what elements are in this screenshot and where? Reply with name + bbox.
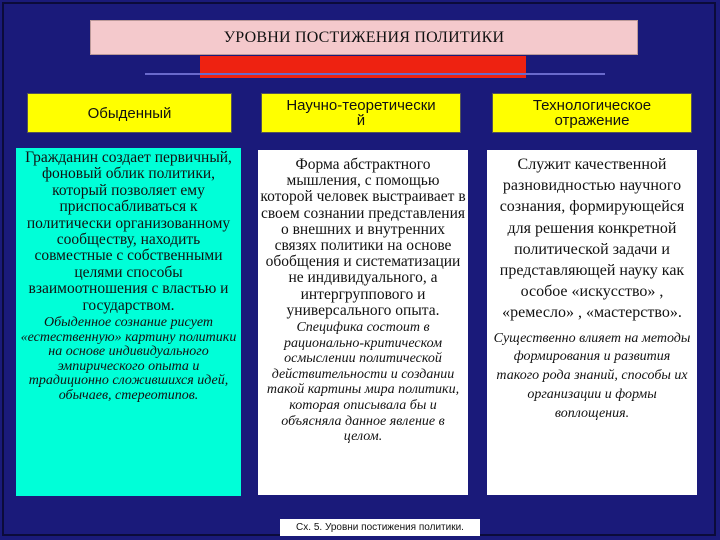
column-technological [487,150,697,495]
header-scientific [261,93,461,133]
header-technological-label: Технологическое отражение [532,97,652,129]
scientific-italic-text: Специфика состоит в рационально-критическом осмыслении политической действительности и создании такой картины мира политики, которая описывала бы и объясняла данное явление в целом. [266,320,460,445]
scientific-main-text: Форма абстрактного мышления, с помощью которой человек выстраивает в своем сознании представления о внешних и внутренних связях политики на основе обобщения и систематизации не индивидуального, а интергруппового и универсального опыта. [260,156,466,319]
ordinary-italic-text: Обыденное сознание рисует «естественную» картину политики на основе индивидуального эмпирического опыта и традиционно сложившихся идей, обычаев, стереотипов. [20,315,237,404]
column-ordinary [16,148,241,496]
technological-italic-text: Существенно влияет на методы формирования и развития такого рода знаний, способы их организации и формы воплощения. [493,330,691,421]
technological-main-text: Служит качественной разновидностью научного сознания, формирующейся для решения конкретной политической задачи и представляющей науку как особое «искусство» , «ремесло» , «мастерство». [499,156,685,322]
page-title: УРОВНИ ПОСТИЖЕНИЯ ПОЛИТИКИ [90,20,638,55]
column-scientific [258,150,468,495]
ordinary-main-text: Гражданин создает первичный, фоновый облик политики, который позволяет ему приспосабливаться к политически организованному сообществу, находить совместные с собственными целями способы взаимоотношения с властью и государством. [25,149,232,314]
header-ordinary: Обыденный [27,93,232,133]
header-scientific-label: Научно-теоретический [286,97,436,129]
header-technological [492,93,692,133]
connector-line [145,73,605,75]
figure-caption: Сх. 5. Уровни постижения политики. [280,519,480,536]
